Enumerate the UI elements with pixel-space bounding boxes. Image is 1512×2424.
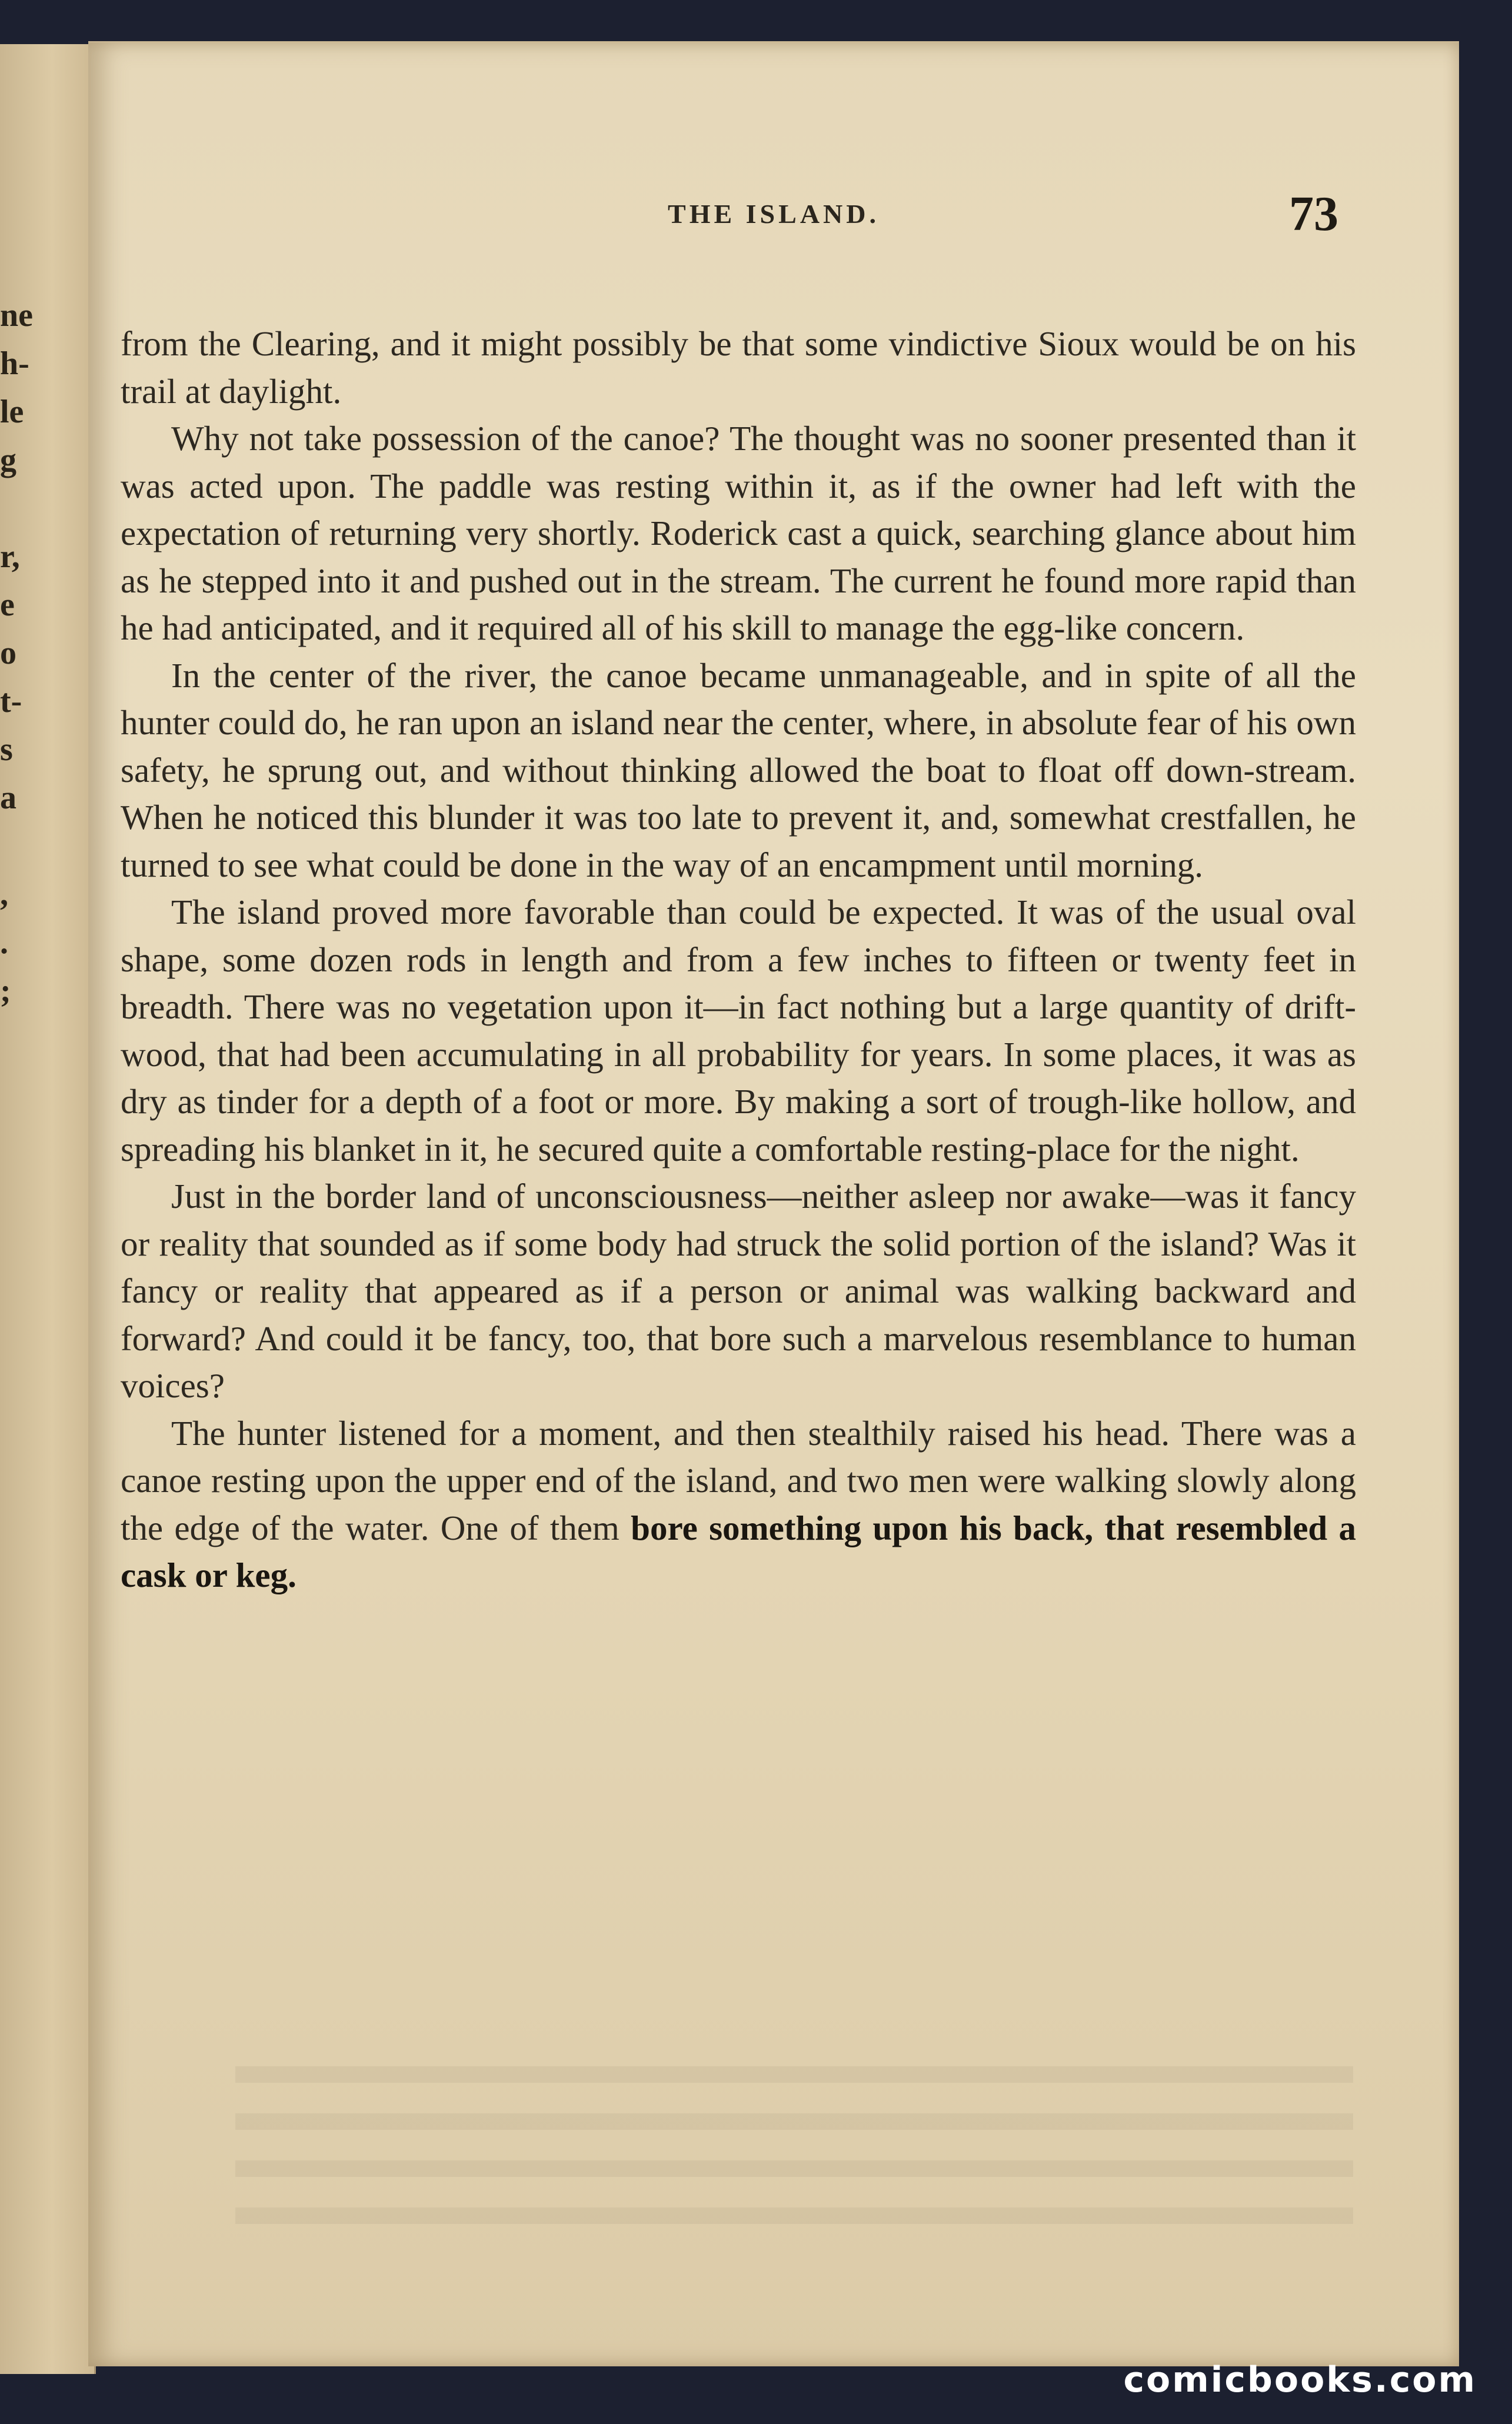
paragraph: [121, 1173, 1356, 1410]
bold-text-run: bore something upon his back, that resembled a cask or keg.: [121, 1508, 1357, 1594]
watermark: comicbooks.com: [1123, 2359, 1477, 2400]
paragraph: [121, 652, 1356, 889]
text-run: from the Clearing, and it might possibly be that some vindictive Sioux would be on his trail at daylight.: [121, 324, 1356, 411]
page-number: 73: [1289, 187, 1338, 241]
paragraph: [121, 320, 1356, 415]
text-run: Just in the border land of unconsciousness—neither asleep nor awake—was it fancy or reality that sounded as if some body had struck the solid portion of the island? Was it fancy or reality that appeared as if a person or animal was walking backward and forward? And could it be fancy, too, that bore such a marvelous resemblance to human voices?: [121, 1177, 1356, 1405]
show-through-text: [235, 2066, 1353, 2243]
previous-page-edge: [0, 44, 96, 2374]
running-head: [88, 181, 1459, 245]
text-run: In the center of the river, the canoe became unmanageable, and in spite of all the hunter could do, he ran upon an island near the center, where, in absolute fear of his own safety, he sprung out, and without thinking allowed the boat to float off down-stream. When he noticed this blunder it was too late to prevent it, and, somewhat crestfallen, he turned to see what could be done in the way of an encampment until morning.: [121, 655, 1356, 884]
text-run: The island proved more favorable than could be expected. It was of the usual oval shape, some dozen rods in length and from a few inches to fifteen or twenty feet in breadth. There was no vegetation upon it—in fact nothing but a large quantity of drift-wood, that had been accumulating in all probability for years. In some places, it was as dry as tinder for a depth of a foot or more. By making a sort of trough-like hollow, and spreading his blanket in it, he secured quite a comfortable resting-place for the night.: [121, 893, 1356, 1168]
previous-page-text-fragment: ne h- le g r, e o t- s a , . ;: [0, 297, 33, 1009]
text-run: Why not take possession of the canoe? The thought was no sooner presented than it was acted upon. The paddle was resting within it, as if the owner had left with the expectation of returning very shortly. Roderick cast a quick, searching glance about him as he stepped into it and pushed out in the stream. The current he found more rapid than he had anticipated, and it required all of his skill to manage the egg-like concern.: [121, 419, 1356, 647]
page-body-text: [121, 320, 1356, 1599]
running-head-title: THE ISLAND.: [668, 199, 880, 229]
paragraph: [121, 888, 1356, 1173]
paragraph: [121, 415, 1356, 652]
book-page: [88, 41, 1459, 2366]
text-run: The hunter listened for a moment, and then stealthily raised his head. There was a canoe resting upon the upper end of the island, and two men were walking slowly along the edge of the water. One of them: [121, 1413, 1356, 1547]
paragraph: [121, 1410, 1356, 1599]
